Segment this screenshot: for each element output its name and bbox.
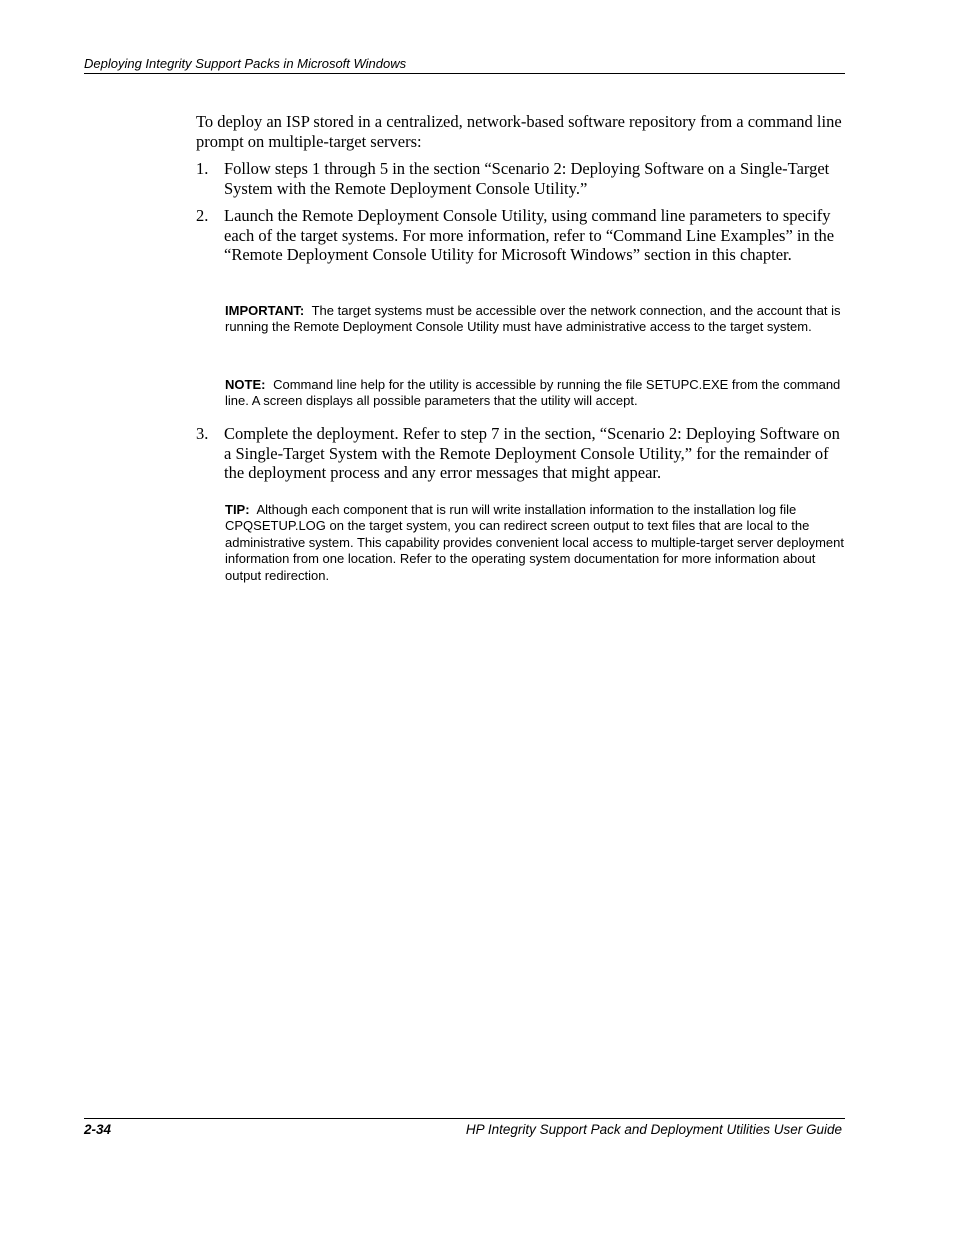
important-label: IMPORTANT: [225, 303, 305, 318]
tip-note [225, 502, 845, 584]
intro-paragraph: To deploy an ISP stored in a centralized, network-based software repository from a command line prompt on multiple-target servers: [196, 112, 842, 151]
page-number: 2-34 [84, 1122, 112, 1137]
tip-text: Although each component that is run will write installation information to the installation log file CPQSETUP.LOG on the target system, you can redirect screen output to text files that are local to the administrative system. This capability provides convenient local access to multiple-target server deployment information from one location. Refer to the operating system documentation for more information about output redirection. [225, 502, 844, 583]
note-label: NOTE: [225, 377, 266, 392]
step-2 [196, 206, 846, 265]
note-text: Command line help for the utility is accessible by running the file SETUPC.EXE from the command line. A screen displays all possible parameters that the utility will accept. [225, 377, 841, 409]
step-3 [196, 424, 846, 483]
step-text: Complete the deployment. Refer to step 7 in the section, “Scenario 2: Deploying Software on a Single-Target System with the Remote Deployment Console Utility,” for the remainder of the deployment process and any error messages that might appear. [224, 424, 840, 482]
step-text: Launch the Remote Deployment Console Utility, using command line parameters to specify each of the target systems. For more information, refer to “Command Line Examples” in the “Remote Deployment Console Utility for Microsoft Windows” section in this chapter. [224, 206, 835, 264]
step-number: 1. [196, 159, 209, 178]
note [225, 377, 845, 410]
header-rule [84, 73, 845, 74]
important-text: The target systems must be accessible over the network connection, and the account that is running the Remote Deployment Console Utility must have administrative access to the target system. [225, 303, 841, 335]
step-number: 2. [196, 206, 209, 225]
guide-title: HP Integrity Support Pack and Deployment Utilities User Guide [465, 1122, 842, 1137]
important-note [225, 303, 845, 336]
step-1 [196, 159, 846, 198]
step-number: 3. [196, 424, 209, 443]
running-header: Deploying Integrity Support Packs in Microsoft Windows [84, 56, 407, 71]
footer-rule [84, 1118, 845, 1119]
tip-label: TIP: [225, 502, 250, 517]
step-text: Follow steps 1 through 5 in the section “Scenario 2: Deploying Software on a Single-Target System with the Remote Deployment Console Utility.” [224, 159, 830, 198]
